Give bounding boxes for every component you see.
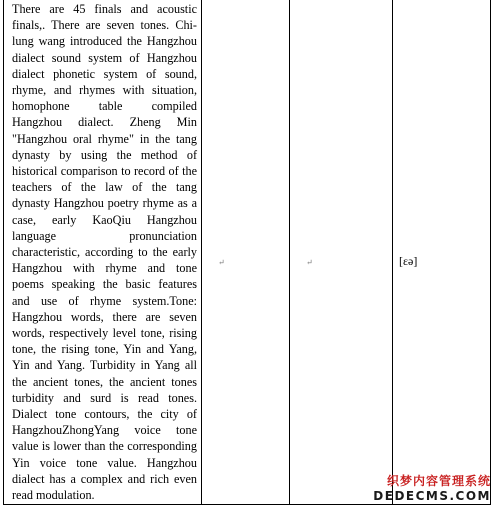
- table-divider-1: [201, 0, 202, 505]
- cell-marker-icon: ↵: [306, 258, 313, 267]
- table-border-bottom: [3, 504, 491, 505]
- table-border-right: [490, 0, 491, 505]
- table-border-left: [3, 0, 4, 505]
- table-divider-2: [289, 0, 290, 505]
- watermark-logo: [373, 470, 491, 504]
- watermark-top: 织梦内容管理系统: [386, 473, 491, 488]
- watermark-bottom: DEDECMS.COM: [373, 488, 491, 503]
- ipa-cell: [ɛə]: [399, 254, 418, 268]
- table-cell-text: There are 45 finals and acoustic finals,. There are seven tones. Chi-lung wang introduced the Hangzhou dialect sound system of Hangzhou dialect phonetic system of sound, rhyme, and rhymes with situation, homophone table compiled Hangzhou dialect. Zheng Min "Hangzhou oral rhyme" in the tang dynasty by using the method of historical comparison to record of the teachers of the law of the tang dynasty Hangzhou poetry rhyme as a case, early KaoQiu Hangzhou language pronunciation characteristic, according to the early Hangzhou with rhyme and tone poems speaking the basic features and use of rhyme system.Tone: Hangzhou words, there are seven words, respectively level tone, rising tone, the rising tone, Yin and Yang, Yin and Yang. Turbidity in Yang all the ancient tones, the ancient tones turbidity and surd is read tones. Dialect tone contours, the city of HangzhouZhongYang voice tone value is lower than the corresponding Yin voice tone value. Hangzhou dialect has a complex and rich even read modulation.: [12, 2, 197, 503]
- cell-marker-icon: ↵: [218, 258, 225, 267]
- table-divider-3: [392, 0, 393, 505]
